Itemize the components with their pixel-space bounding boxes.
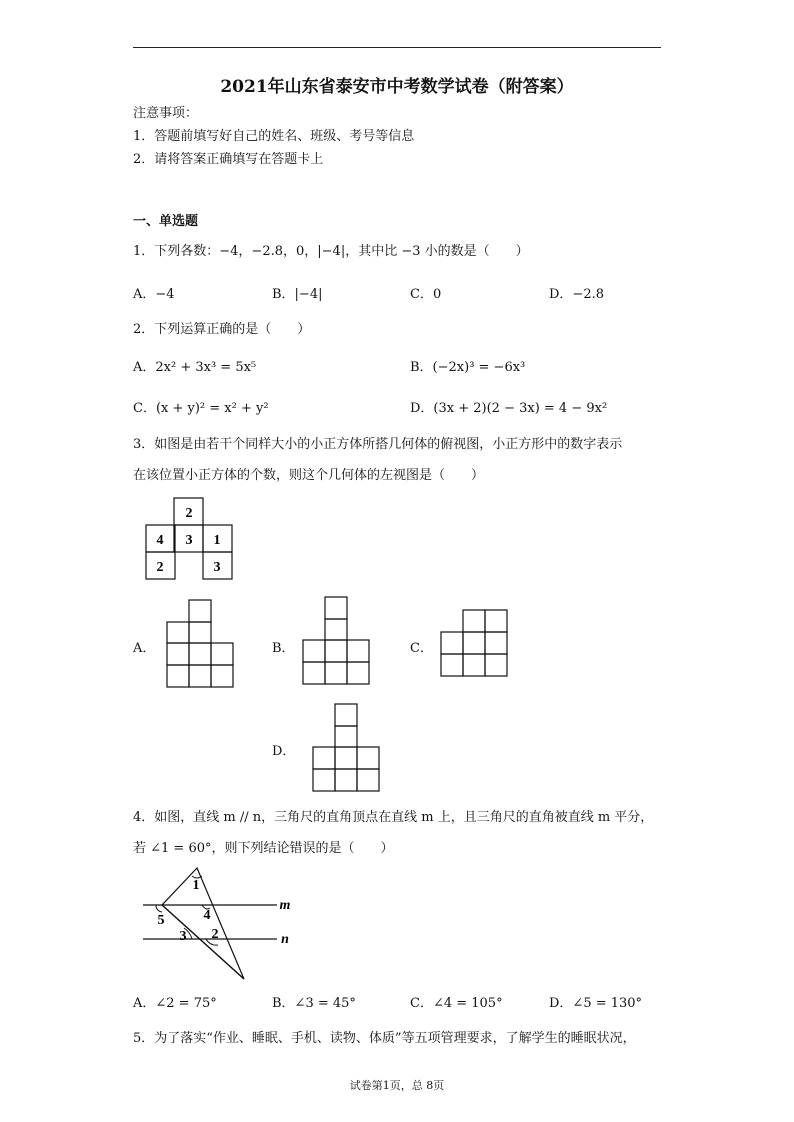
- top-view-number: 2: [185, 506, 193, 521]
- q3-option-a: A．: [133, 641, 156, 656]
- line-label-m: m: [279, 898, 291, 913]
- q3-option-a-figure: [166, 599, 236, 689]
- triangle-ruler: [162, 868, 244, 979]
- q4-stem-line2: 若 ∠1 = 60°，则下列结论错误的是（ ）: [133, 841, 394, 856]
- top-view-number: 4: [156, 533, 164, 548]
- page-title: 2021年山东省泰安市中考数学试卷（附答案）: [220, 77, 574, 97]
- top-rule: [133, 47, 661, 48]
- q3-top-view-figure: [145, 497, 235, 582]
- q3-option-d-figure: [312, 703, 382, 795]
- q4-option-a: A．∠2 = 75°: [133, 996, 217, 1011]
- q4-option-b: B．∠3 = 45°: [272, 996, 356, 1011]
- q1-option-b: B．|−4|: [272, 287, 323, 302]
- notes-heading: 注意事项：: [133, 106, 199, 121]
- q3-option-d: D．: [272, 744, 296, 759]
- q2-stem: 2．下列运算正确的是（ ）: [133, 322, 311, 337]
- top-view-number: 1: [213, 533, 221, 548]
- q3-stem-line1: 3．如图是由若干个同样大小的小正方体所搭几何体的俯视图，小正方形中的数字表示: [133, 437, 623, 452]
- q3-stem-line2: 在该位置小正方体的个数，则这个几何体的左视图是（ ）: [133, 468, 485, 483]
- q4-option-d: D．∠5 = 130°: [549, 996, 643, 1011]
- q1-option-c: C．0: [410, 287, 442, 302]
- q4-stem-line1: 4．如图，直线 m // n，三角尺的直角顶点在直线 m 上，且三角尺的直角被直线 m 平分，: [133, 810, 654, 825]
- q3-option-b: B．: [272, 641, 295, 656]
- q2-option-b: B．(−2x)³ = −6x³: [410, 360, 526, 375]
- q2-option-a: A．2x² + 3x³ = 5x⁵: [133, 360, 257, 375]
- page-footer: 试卷第1页，总 8页: [349, 1079, 445, 1092]
- q2-option-d: D．(3x + 2)(2 − 3x) = 4 − 9x²: [410, 401, 608, 416]
- q1-option-a: A．−4: [133, 287, 175, 302]
- q2-option-c: C．(x + y)² = x² + y²: [133, 401, 269, 416]
- q1-stem: 1．下列各数：−4，−2.8，0，|−4|，其中比 −3 小的数是（ ）: [133, 244, 529, 259]
- line-label-n: n: [281, 932, 289, 947]
- angle-label: 2: [211, 927, 219, 942]
- notes-item-2: 2．请将答案正确填写在答题卡上: [133, 152, 324, 167]
- q3-option-c-figure: [440, 609, 510, 681]
- angle-label: 5: [157, 913, 165, 928]
- q1-option-d: D．−2.8: [549, 287, 604, 302]
- q3-option-c: C．: [410, 641, 433, 656]
- q4-figure: [140, 860, 300, 985]
- angle-label: 3: [179, 929, 187, 944]
- angle-label: 4: [203, 908, 211, 923]
- top-view-number: 3: [185, 533, 193, 548]
- notes-item-1: 1．答题前填写好自己的姓名、班级、考号等信息: [133, 129, 415, 144]
- angle-label: 1: [192, 878, 200, 893]
- top-view-number: 3: [213, 560, 221, 575]
- top-view-number: 2: [156, 560, 164, 575]
- q3-option-b-figure: [302, 596, 372, 688]
- section-heading-single-choice: 一、单选题: [133, 214, 199, 229]
- q5-stem: 5．为了落实“作业、睡眠、手机、读物、体质”等五项管理要求，了解学生的睡眠状况，: [133, 1031, 636, 1046]
- q4-option-c: C．∠4 = 105°: [410, 996, 503, 1011]
